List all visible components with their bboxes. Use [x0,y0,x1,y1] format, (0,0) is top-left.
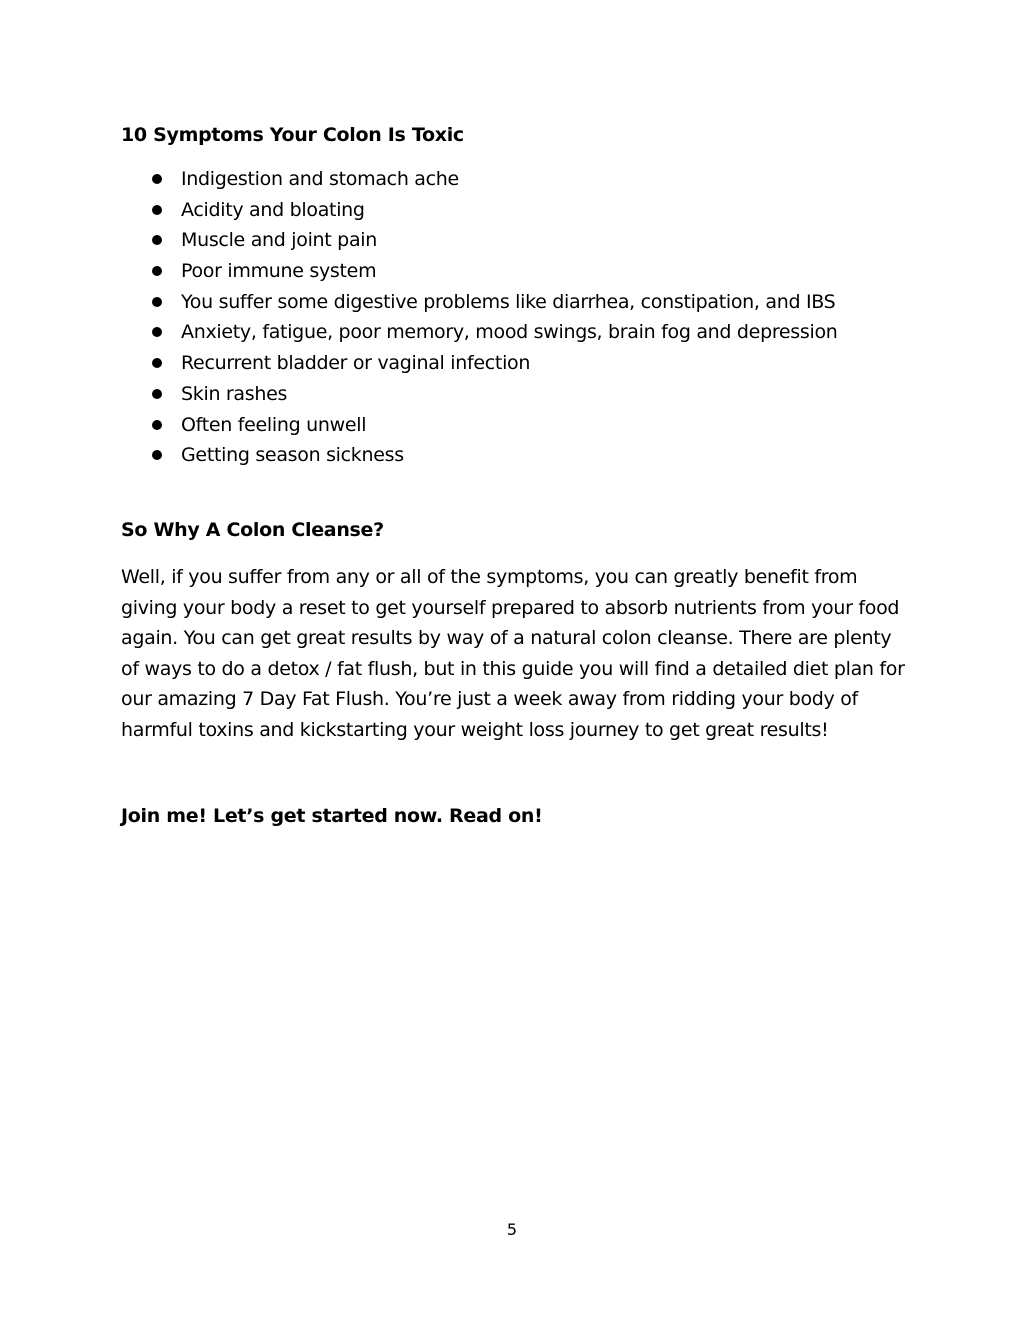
list-item-text: Poor immune system [181,260,377,283]
bullet-icon [152,205,162,215]
list-item [121,290,838,321]
why-cleanse-heading: So Why A Colon Cleanse? [121,519,384,541]
list-item-text: Often feeling unwell [181,413,367,436]
bullet-icon [152,420,162,430]
bullet-icon [152,450,162,460]
page-number: 5 [506,1220,518,1239]
list-item [121,320,838,351]
bullet-icon [152,174,162,184]
list-item [121,413,838,444]
bullet-icon [152,358,162,368]
bullet-icon [152,266,162,276]
list-item [121,167,838,198]
list-item-text: Skin rashes [181,382,288,405]
list-item-text: Recurrent bladder or vaginal infection [181,352,531,375]
bullet-icon [152,327,162,337]
list-item [121,382,838,413]
symptoms-heading: 10 Symptoms Your Colon Is Toxic [121,124,464,146]
bullet-icon [152,235,162,245]
call-to-action: Join me! Let’s get started now. Read on! [121,805,543,827]
list-item-text: Indigestion and stomach ache [181,168,459,190]
list-item-text: Muscle and joint pain [181,229,378,252]
list-item-text: Acidity and bloating [181,198,365,221]
list-item-text: Getting season sickness [181,444,404,467]
list-item [121,198,838,229]
why-cleanse-paragraph: Well, if you suffer from any or all of the symptoms, you can greatly benefit from giving your body a reset to get yourself prepared to absorb nutrients from your food again. You can get great results by way of a natural colon cleanse. There are plenty of ways to do a detox / fat flush, but in this guide you will find a detailed diet plan for our amazing 7 Day Fat Flush. You’re just a week away from ridding your body of harmful toxins and kickstarting your weight loss journey to get great results! [121,566,905,741]
list-item [121,228,838,259]
bullet-icon [152,297,162,307]
list-item-text: Anxiety, fatigue, poor memory, mood swings, brain fog and depression [181,321,838,344]
list-item [121,351,838,382]
list-item [121,443,838,474]
symptom-list [121,167,838,474]
bullet-icon [152,389,162,399]
list-item-text: You suffer some digestive problems like diarrhea, constipation, and IBS [181,290,836,313]
list-item [121,259,838,290]
